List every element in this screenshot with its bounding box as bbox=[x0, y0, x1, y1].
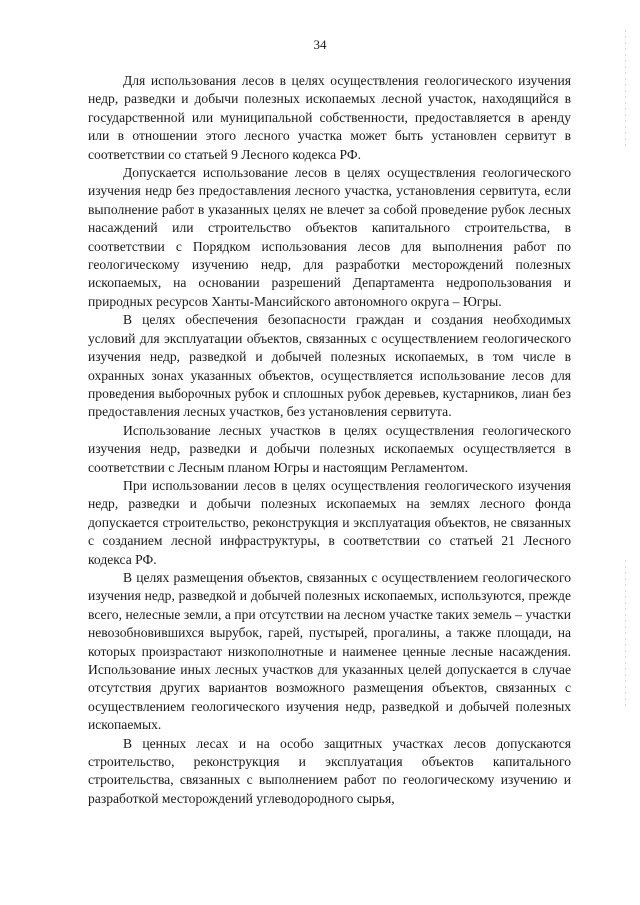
paragraph-3: В целях обеспечения безопасности граждан и создания необходимых условий для эксплуатации объектов, связанных с осуществлением геологического изучения недр, разведкой и добычей полезных ископаемых, в том числе в охранных зонах указанных объектов, осуществляется использование лесов для проведения выборочных рубок и сплошных рубок деревьев, кустарников, лиан без предоставления лесных участков, без установления сервитута. bbox=[88, 312, 571, 420]
page-number: 34 bbox=[313, 37, 327, 52]
paragraph-5: При использовании лесов в целях осуществления геологического изучения недр, разведки и добычи полезных ископаемых на землях лесного фонда допускается строительство, реконструкция и эксплуатация объектов, не связанных с созданием лесной инфраструктуры, в соответствии со статьей 21 Лесного кодекса РФ. bbox=[88, 477, 571, 567]
paragraph-7: В ценных лесах и на особо защитных участках лесов допускаются строительство, реконструкция и эксплуатация объектов капитального строительства, связанных с выполнением работ по геологическому изучению и разработкой месторождений углеводородного сырья, bbox=[88, 735, 571, 806]
scan-edge-mark bbox=[625, 30, 626, 150]
scan-edge-mark bbox=[625, 560, 626, 710]
paragraph-2: Допускается использование лесов в целях осуществления геологического изучения недр без предоставления лесного участка, установления сервитута, если выполнение работ в указанных целях не влечет за собой проведение рубок лесных насаждений или строительство объектов капитального строительства, в соответствии с Порядком использования лесов для выполнения работ по геологическому изучению недр, для разработки месторождений полезных ископаемых, на основании разрешений Департамента недропользования и природных ресурсов Ханты-Мансийского автономного округа – Югры. bbox=[88, 165, 571, 309]
paragraph-1: Для использования лесов в целях осуществления геологического изучения недр, разведки и добычи полезных ископаемых лесной участок, находящийся в государственной или муниципальной собственности, предоставляется в аренду или в отношении этого лесного участка может быть установлен сервитут в соответствии со статьей 9 Лесного кодекса РФ. bbox=[88, 73, 571, 162]
paragraph-6: В целях размещения объектов, связанных с осуществлением геологического изучения недр, разведкой и добычей полезных ископаемых, используются, прежде всего, нелесные земли, а при отсутствии на лесном участке таких земель – участки невозобновившихся вырубок, гарей, пустырей, прогалины, а также площади, на которых произрастают низкополнотные и наименее ценные лесные насаждения. Использование иных лесных участков для указанных целей допускается в случае отсутствия других вариантов возможного размещения объектов, связанных с осуществлением геологического изучения недр, разведкой и добычей полезных ископаемых. bbox=[88, 569, 571, 733]
document-body bbox=[88, 72, 571, 808]
paragraph-4: Использование лесных участков в целях осуществления геологического изучения недр, разведки и добычи полезных ископаемых осуществляется в соответствии с Лесным планом Югры и настоящим Регламентом. bbox=[88, 422, 571, 475]
